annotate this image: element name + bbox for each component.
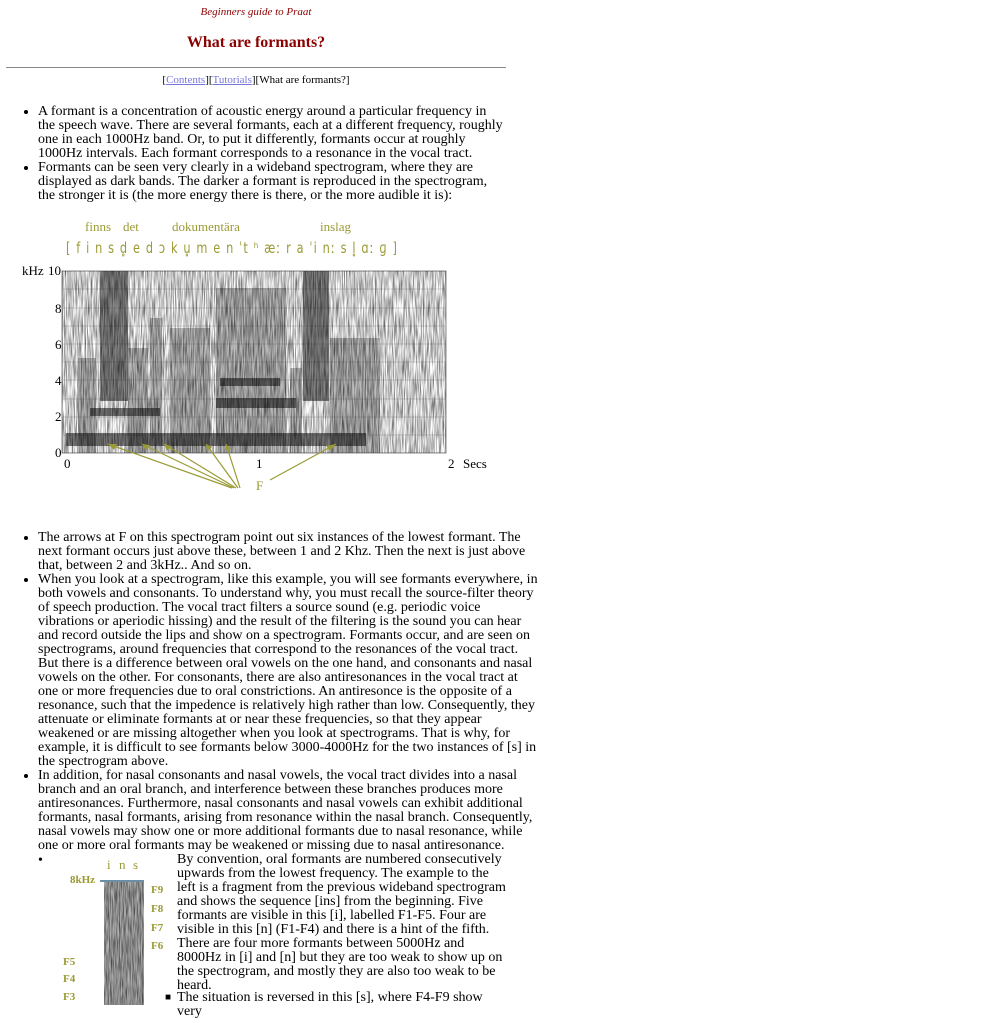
formant-label: F — [256, 478, 264, 493]
bullet-marker: • — [38, 853, 43, 868]
breadcrumb — [6, 74, 506, 86]
word-label: det — [123, 219, 139, 234]
spectrogram-figure — [20, 218, 500, 498]
breadcrumb-current: What are formants? — [259, 74, 346, 86]
y-axis-unit: kHz — [22, 263, 44, 278]
formant-numbering-paragraph: By convention, oral formants are numbered consecutively upwards from the lowest frequency. The example to the left is a fragment from the previous wideband spectrogram and shows the sequence [ins] from the beginning. Five formants are visible in this [i], labelled F1-F5. Four are visible in this [n] (F1-F4) and there is a hint of the fifth. There are four more formants between 5000Hz and 8000Hz in [i] and [n] but they are too weak to show up on the spectrogram, and mostly they are also too weak to be heard. — [177, 852, 506, 993]
y-tick-label: 4 — [55, 373, 62, 388]
tutorials-link[interactable]: Tutorials — [212, 74, 252, 86]
contents-link[interactable]: Contents — [166, 74, 206, 86]
list-item: • A formant is a concentration of acoustic energy around a particular frequency in the speech wave. There are several formants, each at a different frequency, roughly one in each 1000Hz band. Or, to put it differently, formants occur at roughly 1000Hz intervals. Each formant corresponds to a resonance in the vocal tract. — [38, 105, 506, 161]
x-tick-label: 1 — [256, 456, 263, 471]
y-tick-label: 6 — [55, 337, 62, 352]
x-tick-label: 2 — [448, 456, 455, 471]
phone-label: s — [133, 857, 139, 872]
formant-tag: F8 — [151, 903, 164, 915]
page-content — [6, 0, 538, 1019]
breadcrumb-bracket: [ — [162, 74, 167, 86]
formant-tag: F6 — [151, 940, 164, 952]
y-tick-label: 2 — [55, 409, 62, 424]
phone-label: n — [119, 857, 126, 872]
page-title: What are formants? — [186, 34, 326, 51]
header-divider — [6, 67, 506, 68]
spectrogram-image — [62, 271, 446, 453]
list-item: • The arrows at F on this spectrogram point out six instances of the lowest formant. The next formant occurs just above these, between 1 and 2 Khz. Then the next is just above that, between 2 and 3kHz.. And so on. — [38, 531, 538, 573]
sub-bullet-text: The situation is reversed in this [s], where F4-F9 show very — [177, 990, 483, 1019]
breadcrumb-bracket: ] — [345, 74, 350, 86]
breadcrumb-separator: ][ — [251, 74, 260, 86]
x-axis-unit: Secs — [463, 456, 487, 471]
y-tick-label: 10 — [48, 263, 61, 278]
formant-tag: F5 — [63, 956, 76, 968]
sub-bullet-marker: ■ — [165, 992, 172, 1003]
word-label: finns — [85, 219, 111, 234]
formant-tag: F3 — [63, 991, 76, 1003]
breadcrumb-separator: ][ — [205, 74, 213, 86]
phone-label: i — [107, 857, 111, 872]
y-tick-label: 8 — [55, 301, 62, 316]
explanation-list — [6, 531, 538, 853]
sub-list — [165, 990, 507, 1019]
list-item: • In addition, for nasal consonants and nasal vowels, the vocal tract divides into a nasal branch and an oral branch, and interference between these branches produces more antiresonances. Furthermore, nasal consonants and nasal vowels can exhibit additional formants, nasal formants, arising from resonance within the nasal branch. Consequently, nasal vowels may show one or more additional formants due to nasal resonance, while one or more oral formants may be weakened or missing due to nasal antiresonance. — [38, 769, 538, 853]
formant-tag: F9 — [151, 884, 164, 896]
guide-kicker: Beginners guide to Praat — [200, 6, 312, 18]
frequency-label: 8kHz — [70, 874, 96, 886]
thumbnail-image — [104, 882, 144, 1005]
list-item: • When you look at a spectrogram, like this example, you will see formants everywhere, in both vowels and consonants. To understand why, you must recall the source-filter theory of speech production. The vocal tract filters a source sound (e.g. periodic voice vibrations or aperiodic hissing) and the result of the filtering is the sound you can hear and record outside the lips and show on a spectrogram. Formants occur, and are seen on spectrograms, around frequencies that correspond to the resonances of the vocal tract. But there is a difference between oral vowels on the one hand, and consonants and nasal vowels on the other. For consonants, there are also antiresonances in the vocal tract at one or more frequencies due to oral constrictions. An antiresonce is the opposite of a resonance, such that the impedence is relatively high rather than low. Consequently, they attenuate or eliminate formants at or near these frequencies, so that they appear weakened or are missing altogether when you look at spectrograms. That is why, for example, it is difficult to see formants below 3000-4000Hz for the two instances of [s] in the spectrogram above. — [38, 573, 538, 769]
phonetic-transcription: [ f i n s d̥ e d ɔ k u̥ m e n ˈt ʰ æː r a ˈi nː s l̥ ɑː ɡ ] — [66, 239, 398, 257]
word-label: inslag — [320, 219, 352, 234]
y-tick-label: 0 — [55, 445, 62, 460]
x-tick-label: 0 — [64, 456, 71, 471]
list-item: • Formants can be seen very clearly in a wideband spectrogram, where they are displayed as dark bands. The darker a formant is reproduced in the spectrogram, the stronger it is (the more energy there is there, or the more audible it is): — [38, 161, 506, 203]
formant-thumbnail — [56, 855, 166, 1005]
formant-tag: F7 — [151, 922, 164, 934]
intro-list — [6, 105, 506, 203]
word-label: dokumentära — [172, 219, 240, 234]
list-item — [165, 990, 507, 1019]
formant-tag: F4 — [63, 973, 76, 985]
